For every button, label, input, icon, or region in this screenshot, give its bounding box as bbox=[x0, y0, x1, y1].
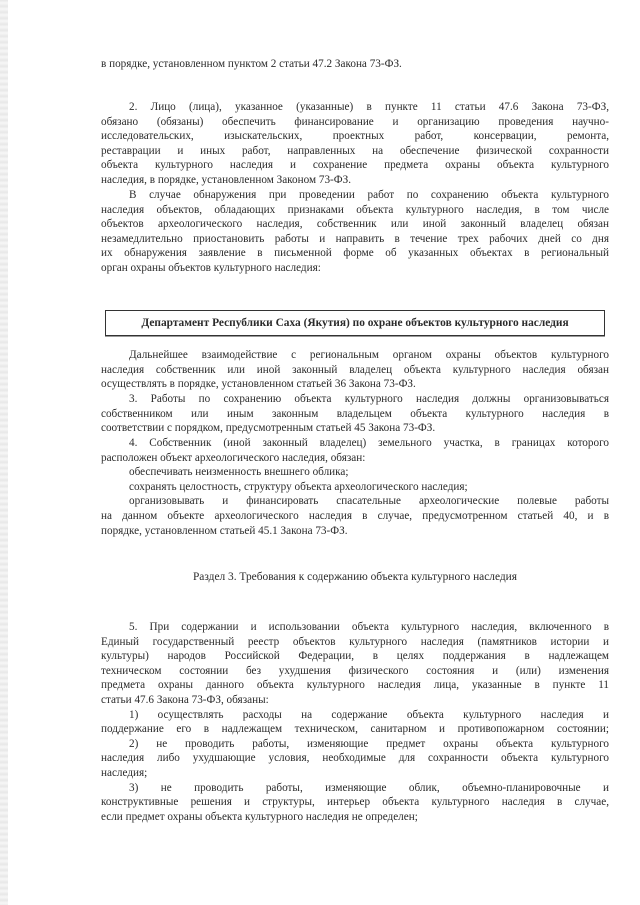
text-line: 2) не проводить работы, изменяющие предмет охраны объекта культурного bbox=[129, 737, 609, 750]
paragraph-4 bbox=[101, 436, 609, 538]
text-line: статьи 47.6 Закона 73-ФЗ, обязаны: bbox=[101, 693, 269, 706]
paragraph-3 bbox=[101, 392, 609, 436]
text-line: 1) осуществлять расходы на содержание объекта культурного наследия и bbox=[129, 708, 609, 721]
text-line: В случае обнаружения при проведении работ по сохранению объекта культурного bbox=[129, 189, 609, 201]
text-line: 2. Лицо (лица), указанное (указанные) в пункте 11 статьи 47.6 Закона 73-ФЗ, bbox=[129, 101, 609, 113]
text-line: на данном объекте археологического наследия в случае, предусмотренном статьей 40, и в bbox=[101, 509, 609, 522]
text-line: 3. Работы по сохранению объекта культурного наследия должны организовываться bbox=[129, 393, 609, 405]
text-line: орган охраны объектов культурного наследия: bbox=[101, 261, 321, 274]
text-line: организовывать и финансировать спасательные археологические полевые работы bbox=[129, 495, 609, 508]
text-line: наследия собственник или иной законный владелец объекта культурного наследия обязан bbox=[101, 363, 609, 376]
text-line: наследия объектов, обладающих признаками объекта культурного наследия, в том числе bbox=[101, 203, 609, 216]
text-line: Дальнейшее взаимодействие с региональным органом охраны объектов культурного bbox=[129, 349, 609, 361]
text-line: их обнаружения заявление в письменной форме об указанных объектах в региональный bbox=[101, 247, 609, 260]
paragraph-5 bbox=[101, 620, 609, 824]
text-line: обязано (обязаны) обеспечить финансирование и организацию проведения научно- bbox=[101, 115, 609, 128]
text-line: наследия либо ухудшающие условия, необходимые для сохранности объекта культурного bbox=[101, 752, 609, 765]
text-line: конструктивные решения и структуры, интерьер объекта культурного наследия в случае, bbox=[101, 796, 609, 809]
text-line: техническом состоянии без ухудшения физического состояния и (или) изменения bbox=[101, 664, 609, 677]
text-line: сохранять целостность, структуру объекта археологического наследия; bbox=[129, 480, 468, 493]
text-line: собственником или иным законным владельцем объекта культурного наследия в bbox=[101, 407, 609, 420]
text-line: соответствии с порядком, предусмотренным статьей 45 Закона 73-ФЗ. bbox=[101, 422, 436, 435]
text-line: наследия; bbox=[101, 766, 148, 779]
text-line: расположен объект археологического наследия, обязан: bbox=[101, 451, 366, 464]
paragraph-further bbox=[101, 348, 609, 392]
scan-edge bbox=[0, 0, 8, 905]
section-3-title: Раздел 3. Требования к содержанию объекта культурного наследия bbox=[192, 571, 518, 583]
text-line: если предмет охраны объекта культурного наследия не определен; bbox=[101, 810, 418, 823]
continuation-text bbox=[101, 57, 609, 72]
text-line: наследия, в порядке, установленном Законом 73-ФЗ. bbox=[101, 173, 352, 186]
text-line: незамедлительно приостановить работы и направить в течение трех рабочих дней со дня bbox=[101, 232, 609, 245]
text-line: поддержание его в надлежащем техническом, санитарном и противопожарном состоянии; bbox=[101, 723, 609, 736]
text-line: 4. Собственник (иной законный владелец) земельного участка, в границах которого bbox=[129, 437, 609, 449]
paragraph-2 bbox=[101, 100, 609, 188]
text-line: порядке, установленном статьей 45.1 Закона 73-ФЗ. bbox=[101, 524, 348, 537]
text-line: реставрации и иных работ, направленных на обеспечение физической сохранности bbox=[101, 144, 609, 157]
text-line: в порядке, установленном пунктом 2 статьи 47.2 Закона 73-ФЗ. bbox=[101, 58, 402, 70]
text-line: объекта культурного наследия и сохранение предмета охраны объекта культурного bbox=[101, 159, 609, 172]
text-line: осуществлять в порядке, установленном статьей 36 Закона 73-ФЗ. bbox=[101, 378, 416, 391]
text-line: 3) не проводить работы, изменяющие облик, объемно-планировочные и bbox=[129, 781, 609, 794]
text-line: обеспечивать неизменность внешнего облика; bbox=[129, 466, 349, 479]
text-line: предмета охраны данного объекта культурного наследия лица, указанные в пункте 11 bbox=[101, 679, 609, 692]
text-line: культуры) народов Российской Федерации, в целях поддержания в надлежащем bbox=[101, 650, 609, 663]
paragraph-discovery bbox=[101, 188, 609, 276]
department-box: Департамент Республики Саха (Якутия) по охране объектов культурного наследия bbox=[105, 310, 605, 336]
text-line: Единый государственный реестр объектов культурного наследия (памятников истории и bbox=[101, 635, 609, 648]
text-line: исследовательских, изыскательских, проектных работ, консервации, ремонта, bbox=[101, 130, 609, 143]
text-line: объектов археологического наследия, собственник или иной законный владелец обязан bbox=[101, 218, 609, 231]
text-line: 5. При содержании и использовании объекта культурного наследия, включенного в bbox=[129, 621, 609, 633]
